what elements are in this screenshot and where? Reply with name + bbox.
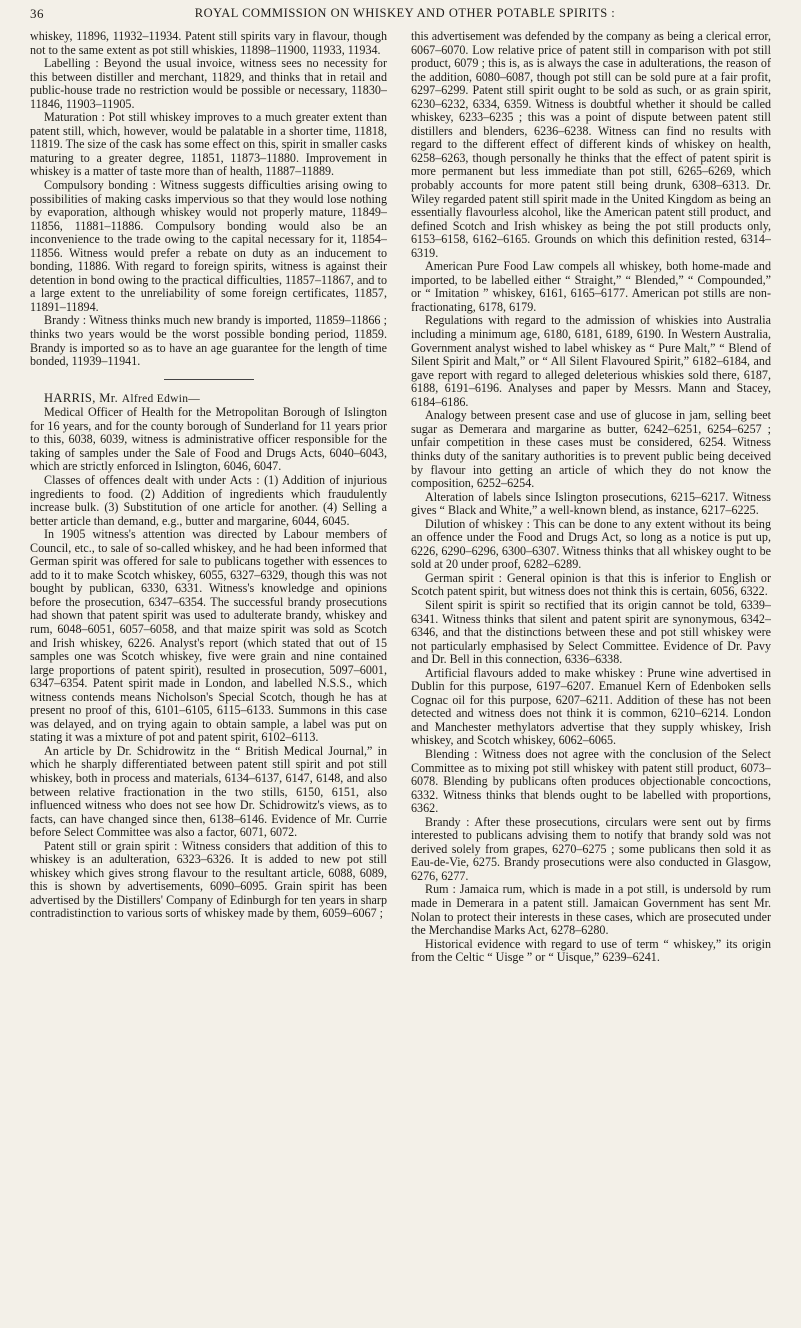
right-column [411,30,771,1320]
paragraph: Alteration of labels since Islington prosecutions, 6215–6217. Witness gives “ Black and White,” a well-known blend, as instance, 6217–6225. [411,489,771,518]
paragraph: Historical evidence with regard to use of term “ whiskey,” its origin from the Celtic “ Uisge ” or “ Uisque,” 6239–6241. [411,936,771,965]
entry-given-name: Alfred Edwin— [121,392,201,405]
entry-name: HARRIS, Mr. [44,390,119,405]
paragraph: Brandy : After these prosecutions, circulars were sent out by firms interested to publicans advising them to notify that brandy sold was not derived solely from grapes, 6270–6275 ; some publicans then sold it as Eau-de-Vie, 6275. Brandy prosecutions were also conducted in Glasgow, 6276, 6277. [411,814,771,883]
paragraph: Brandy : Witness thinks much new brandy is imported, 11859–11866 ; thinks two years would be the worst possible bonding period, 11859. Brandy is imported so as to have an age guarantee for the length of time bonded, 11939–11941. [30,313,387,369]
paragraph: Analogy between present case and use of glucose in jam, selling beet sugar as Demerara and margarine as butter, 6242–6251, 6254–6257 ; unfair competition in these cases must be considered, 6254. Witness thinks duty of the sanitary authorities is to prevent public being deceived by flavour into getting an article of which they do not know the composition, 6252–6254. [411,408,771,491]
paragraph: Silent spirit is spirit so rectified that its origin cannot be told, 6339–6341. Witness thinks that silent and patent spirit are synonymous, 6342–6346, and that the distinctions between these and pot still whiskey were not particularly emphasised by Select Committee. Evidence of Dr. Pavy and Dr. Bell in this connection, 6336–6338. [411,597,771,667]
paragraph: whiskey, 11896, 11932–11934. Patent still spirits vary in flavour, though not to the same extent as pot still whiskies, 11898–11900, 11933, 11934. [30,30,387,57]
paragraph: Dilution of whiskey : This can be done to any extent without its being an offence under the Food and Drugs Act, so long as a notice is put up, 6226, 6290–6296, 6300–6307. Witness thinks that all whiskey ought to be sold at 20 under proof, 6282–6289. [411,516,771,572]
left-column [30,30,387,1320]
page-header [30,6,780,26]
section-divider [164,379,254,380]
paragraph: Blending : Witness does not agree with the conclusion of the Select Committee as to mixing pot still whiskey with patent still product, 6073–6078. Blending by publicans often produces objectionable concoctions, 6332. Witness thinks that blends ought to be labelled with proportions, 6362. [411,746,771,816]
paragraph: Classes of offences dealt with under Acts : (1) Addition of injurious ingredients to food. (2) Addition of ingredients which fraudulently increase bulk. (3) Substitution of one article for another. (4) Selling a better article than demand, e.g., butter and margarine, 6044, 6045. [30,472,387,528]
paragraph: Compulsory bonding : Witness suggests difficulties arising owing to possibilities of making casks impervious so that they would lose nothing by evaporation, although whiskey would not properly mature, 11849–11856, 11881–11886. Compulsory bonding would also be an inconvenience to the trade owing to the capital necessary for it, 11854–11856. Witness would prefer a rebate on duty as an inducement to bonding, 11886. With regard to foreign spirits, witness is against their detention in bond owing to the practical difficulties, 11857–11867, and to a large extent to the unreliability of some foreign certificates, 11857, 11891–11894. [30,178,387,314]
paragraph: this advertisement was defended by the company as being a clerical error, 6067–6070. Low relative price of patent still in comparison with pot still product, 6079 ; this is, as is always the case in adulterations, the reason of the addition, 6080–6087, though pot still can be sold pure at a fair profit, 6297–6299. Patent still spirit ought to be sold as such, or as grain spirit, 6230–6232, 6334, 6359. Witness is doubtful whether it should be called whiskey, 6233–6235 ; this was a point of dispute between patent still distillers and blenders, 6236–6238. Witness can find no results with regard to the different effect of different kinds of whiskey on health, 6258–6263, though personally he thinks that the effect of patent spirit is more permanent but less immediate than pot still, 6265–6269, which probably accounts for more patent still being drunk, 6308–6313. Dr. Wiley regarded patent still spirit made in the United Kingdom as being an essentially flavourless alcohol, like the American patent still product, and defined Scotch and Irish whiskey as being the pot still products only, 6153–6158, 6162–6165. Grounds on which this definition rested, 6314–6319. [411,30,771,260]
paragraph: Rum : Jamaica rum, which is made in a pot still, is undersold by rum made in Demerara in a patent still. Jamaican Government has sent Mr. Nolan to protect their interests in these cases, which are prosecuted under the Merchandise Marks Act, 6278–6280. [411,882,771,938]
paragraph: Patent still or grain spirit : Witness considers that addition of this to whiskey is an adulteration, 6323–6326. It is added to new pot still whiskey which gives strong flavour to the resultant article, 6088, 6089, this is shown by advertisements, 6090–6095. Grain spirit has been advertised by the Distillers' Company of Edinburgh for ten years in sharp contradistinction to various sorts of whiskey made by them, 6059–6067 ; [30,838,387,921]
paragraph: Maturation : Pot still whiskey improves to a much greater extent than patent still, which, however, would be palatable in a shorter time, 11818, 11819. The size of the cask has some effect on this, spirit in smaller casks maturing to a greater degree, 11851, 11873–11880. Improvement in whiskey is a matter of taste more than of health, 11887–11889. [30,110,387,179]
paragraph: In 1905 witness's attention was directed by Labour members of Council, etc., to sale of so-called whiskey, and he had been informed that German spirit was offered for sale to publicans together with essences to add to it to make Scotch whiskey, 6055, 6327–6329, though this was not bought by publican, 6330, 6331. Witness's knowledge and opinions before the prosecution, 6347–6354. The successful brandy prosecutions had shown that patent spirit was used to adulterate brandy, whiskey and rum, 6048–6051, 6057–6058, and that maize spirit was sold as Scotch and Irish whiskey, 6226. Analyst's report (which stated that out of 15 samples one was Scotch whiskey, five were grain and nine contained large proportions of patent spirit), resulted in prosecution, 5097–6001, 6347–6354. Patent spirit made in London, and labelled N.S.S., which witness contends means Nicholson's Special Scotch, though he has at present no proof of this, 6101–6105, 6115–6133. Summons in this case was delayed, and on trying again to obtain sample, a label was put on stating it was a mixture of pot and patent spirit, 6102–6113. [30,527,387,745]
entry-heading [30,392,387,407]
paragraph: An article by Dr. Schidrowitz in the “ British Medical Journal,” in which he sharply differentiated between patent still spirit and pot still whiskey, both in process and materials, 6134–6137, 6147, 6148, and also between relative fractionation in the two stills, 6150, 6151, also influenced witness who does not see how Dr. Schidrowitz's views, as to facts, can have changed since then, 6138–6146. Evidence of Mr. Currie before Select Committee was also a factor, 6071, 6072. [30,743,387,840]
paragraph: Labelling : Beyond the usual invoice, witness sees no necessity for this between distiller and merchant, 11829, and thinks that in retail and public-house trade no restriction would be possible or necessary, 11830–11846, 11903–11905. [30,56,387,111]
paragraph: American Pure Food Law compels all whiskey, both home-made and imported, to be labelled either “ Straight,” “ Blended,” “ Compounded,” or “ Imitation ” whiskey, 6161, 6165–6177. American pot stills are non-fractionating, 6178, 6179. [411,259,771,314]
paragraph: Medical Officer of Health for the Metropolitan Borough of Islington for 16 years, and for the county borough of Sunderland for 11 years prior to this, 6038, 6039, witness is administrative officer responsible for the taking of samples under the Sale of Food and Drugs Acts, 6040–6043, which are strictly enforced in Islington, 6046, 6047. [30,405,387,474]
paragraph: German spirit : General opinion is that this is inferior to English or Scotch patent spirit, but witness does not think this is certain, 6056, 6322. [411,570,771,599]
paragraph: Regulations with regard to the admission of whiskies into Australia including a minimum age, 6180, 6181, 6189, 6190. In Western Australia, Government analyst wished to label whiskey as “ Pure Malt,” “ Blend of Silent Spirit and Malt,” or “ All Silent Flavoured Spirit,” 6182–6184, and gave report with regard to alleged deleterious whiskies sold there, 6187, 6188, 6191–6196. Analyses and paper by Messrs. Mann and Stacey, 6184–6186. [411,313,771,409]
page-number: 36 [30,6,44,21]
paragraph: Artificial flavours added to make whiskey : Prune wine advertised in Dublin for this purpose, 6197–6207. Emanuel Kern of Edenboken sells Cognac oil for this purpose, 6207–6211. Addition of these has not been detected and witness does not think it is common, 6210–6214. London and Manchester methylators advertise that they supply whiskey, Irish whiskey, and Scotch whiskey, 6062–6065. [411,665,771,748]
running-title: ROYAL COMMISSION ON WHISKEY AND OTHER POTABLE SPIRITS : [194,6,616,20]
